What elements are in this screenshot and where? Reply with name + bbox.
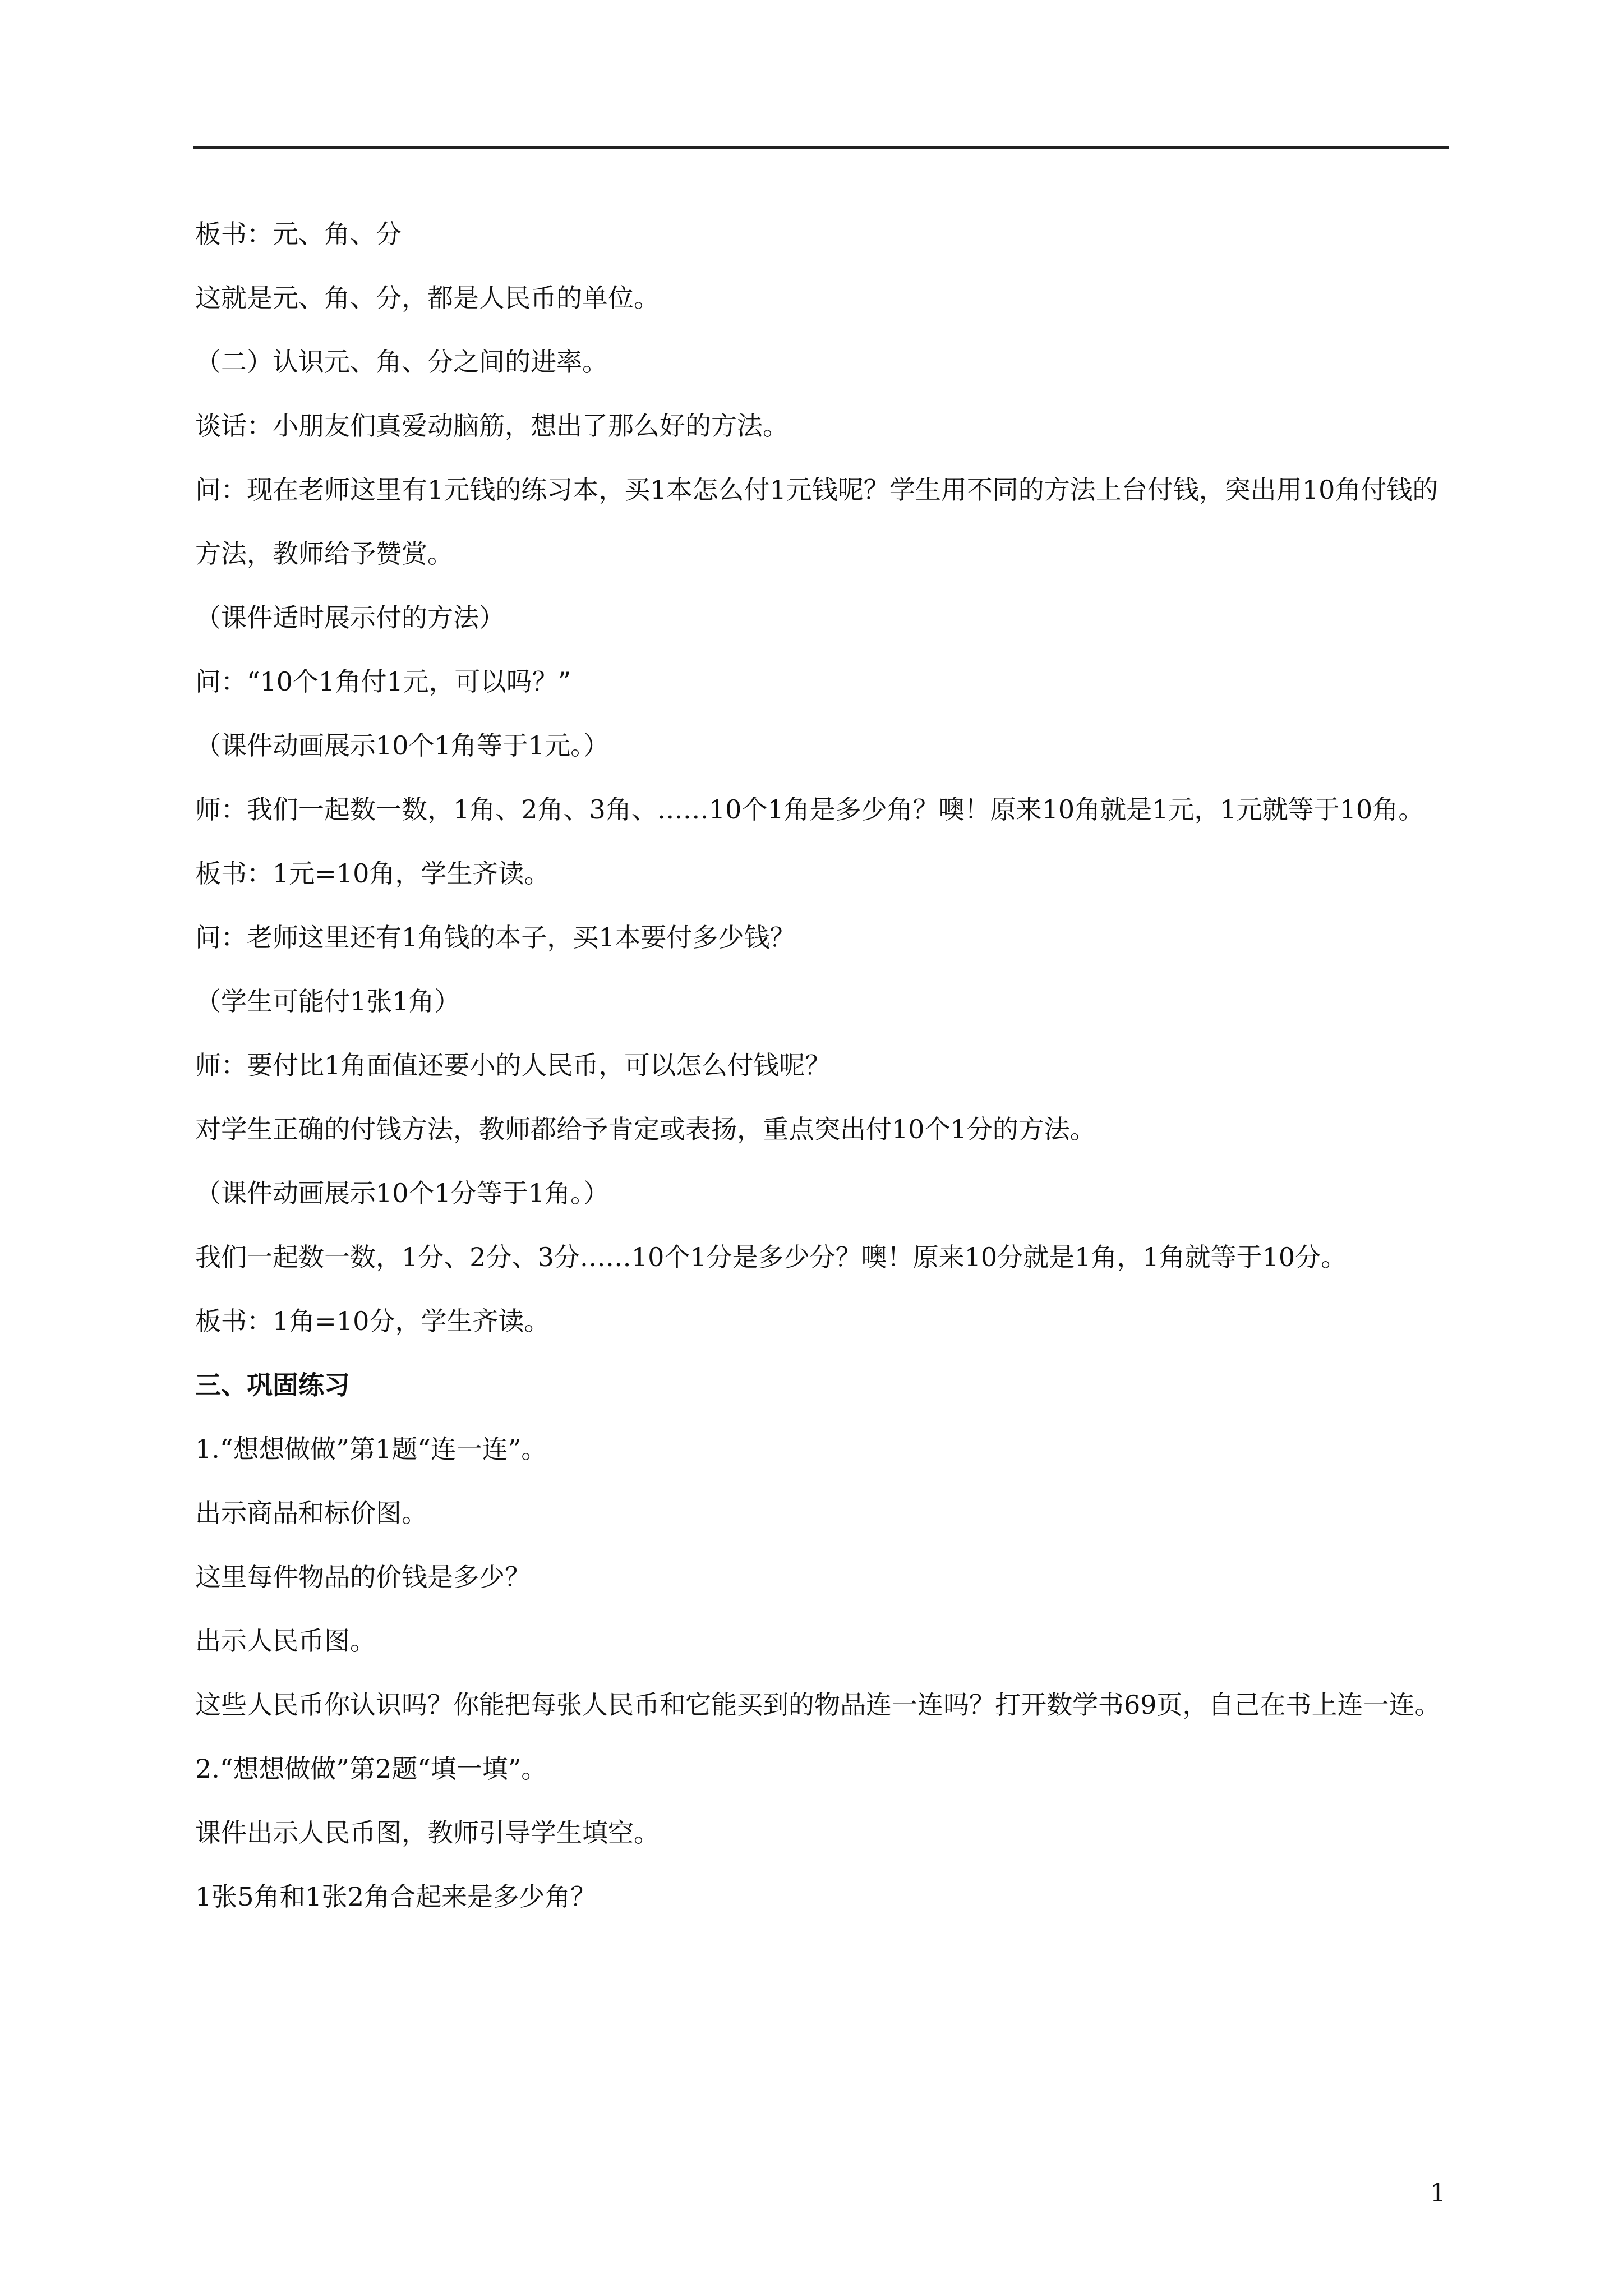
paragraph: 谈话：小朋友们真爱动脑筋，想出了那么好的方法。 (195, 411, 789, 441)
paragraph: 1张5角和1张2角合起来是多少角？ (195, 1881, 597, 1912)
paragraph: 出示人民币图。 (195, 1626, 376, 1656)
paragraph: 师：我们一起数一数，1角、2角、3角、……10个1角是多少角？噢！原来10角就是1元，1元就等于10角。 (195, 794, 1424, 825)
page-number: 1 (1430, 2179, 1446, 2207)
paragraph: （二）认识元、角、分之间的进率。 (195, 347, 608, 377)
paragraph: 出示商品和标价图。 (195, 1498, 427, 1528)
paragraph: 问：“10个1角付1元，可以吗？” (195, 666, 571, 697)
paragraph: （课件适时展示付的方法） (195, 602, 505, 633)
paragraph: 2.“想想做做”第2题“填一填”。 (195, 1754, 547, 1784)
paragraph: 这些人民币你认识吗？你能把每张人民币和它能买到的物品连一连吗？打开数学书69页，自己在书上连一连。 (195, 1690, 1441, 1720)
paragraph: （课件动画展示10个1角等于1元。） (195, 730, 610, 761)
paragraph: 板书：1元=10角，学生齐读。 (195, 858, 550, 889)
paragraph: 1.“想想做做”第1题“连一连”。 (195, 1434, 547, 1464)
paragraph: 问：老师这里还有1角钱的本子，买1本要付多少钱？ (195, 922, 796, 953)
paragraph: 对学生正确的付钱方法，教师都给予肯定或表扬，重点突出付10个1分的方法。 (195, 1114, 1096, 1144)
paragraph: 这里每件物品的价钱是多少？ (195, 1562, 531, 1592)
paragraph: （学生可能付1张1角） (195, 986, 460, 1016)
document-body (195, 202, 1449, 1929)
paragraph: 我们一起数一数，1分、2分、3分……10个1分是多少分？噢！原来10分就是1角，1角就等于10分。 (195, 1242, 1347, 1272)
paragraph: 板书：元、角、分 (195, 219, 402, 249)
paragraph: 师：要付比1角面值还要小的人民币，可以怎么付钱呢？ (195, 1050, 831, 1080)
paragraph: 板书：1角=10分，学生齐读。 (195, 1306, 550, 1336)
paragraph: 课件出示人民币图，教师引导学生填空。 (195, 1818, 660, 1848)
header-rule (193, 146, 1449, 149)
paragraph: 问：现在老师这里有1元钱的练习本，买1本怎么付1元钱呢？学生用不同的方法上台付钱，突出用10角付钱的方法，教师给予赞赏。 (195, 475, 1438, 569)
paragraph: （课件动画展示10个1分等于1角。） (195, 1178, 610, 1208)
section-heading: 三、巩固练习 (195, 1370, 350, 1400)
paragraph: 这就是元、角、分，都是人民币的单位。 (195, 283, 660, 313)
